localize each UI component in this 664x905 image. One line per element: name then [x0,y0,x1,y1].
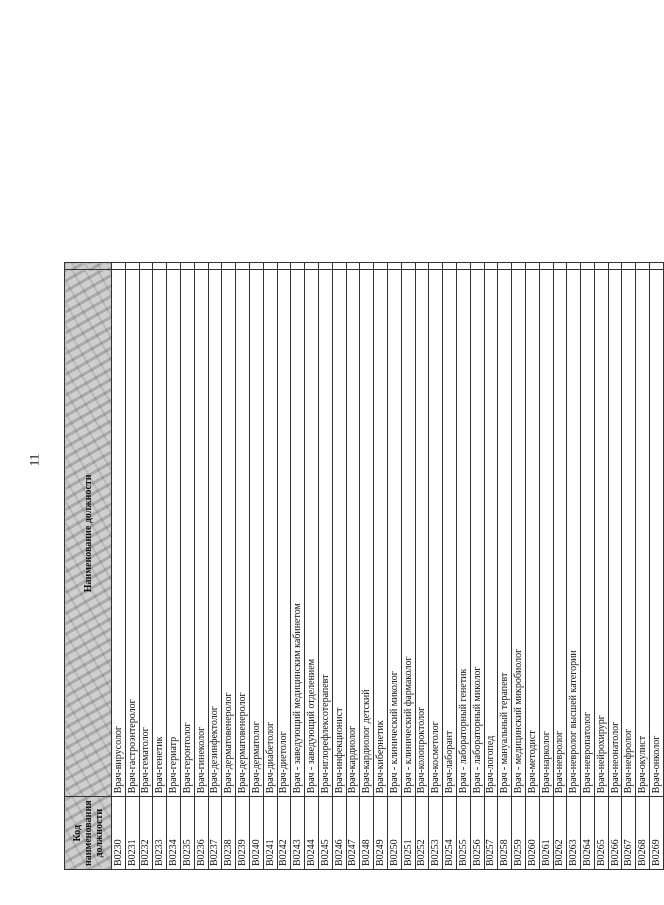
row-code: B0254 [443,797,457,870]
row-code: B0256 [470,797,484,870]
row-empty-cell [429,263,443,270]
row-code: B0262 [553,797,567,870]
table-row [470,263,484,870]
row-name: Врач - медицинский микробиолог [512,270,526,797]
row-code: B0247 [346,797,360,870]
row-name: Врач-дезинфектолог [208,270,222,797]
row-name: Врач-гематолог [139,270,153,797]
table-row [525,263,539,870]
row-code: B0268 [636,797,650,870]
row-empty-cell [512,263,526,270]
row-name: Врач-косметолог [429,270,443,797]
table-row [305,263,319,870]
row-code: B0243 [291,797,305,870]
positions-table [64,262,664,870]
row-name: Врач-иглорефлексотерапевт [318,270,332,797]
row-code: B0233 [153,797,167,870]
row-code: B0252 [415,797,429,870]
table-row [608,263,622,870]
table-row [153,263,167,870]
row-empty-cell [291,263,305,270]
row-empty-cell [305,263,319,270]
row-code: B0242 [277,797,291,870]
row-empty-cell [498,263,512,270]
row-empty-cell [112,263,126,270]
row-code: B0244 [305,797,319,870]
table-row [387,263,401,870]
row-code: B0261 [539,797,553,870]
row-code: B0269 [650,797,664,870]
table-row [636,263,650,870]
row-name: Врач-нарколог [539,270,553,797]
row-empty-cell [346,263,360,270]
table-row [443,263,457,870]
row-name: Врач-геронтолог [180,270,194,797]
row-empty-cell [525,263,539,270]
row-name: Врач - заведующий медицинским кабинетом [291,270,305,797]
table-row [567,263,581,870]
row-code: B0266 [608,797,622,870]
row-code: B0235 [180,797,194,870]
header-code: Код наименования должности [65,797,112,870]
row-code: B0246 [332,797,346,870]
table-row [125,263,139,870]
row-empty-cell [650,263,664,270]
row-name: Врач - мануальный терапевт [498,270,512,797]
table-row [208,263,222,870]
row-name: Врач-гастроэнтеролог [125,270,139,797]
row-empty-cell [470,263,484,270]
row-name: Врач-кибернетик [374,270,388,797]
row-empty-cell [180,263,194,270]
row-empty-cell [236,263,250,270]
row-code: B0245 [318,797,332,870]
table-row [236,263,250,870]
table-row [622,263,636,870]
row-code: B0237 [208,797,222,870]
row-empty-cell [332,263,346,270]
row-name: Врач-инфекционист [332,270,346,797]
table-row [456,263,470,870]
row-name: Врач - заведующий отделением [305,270,319,797]
row-empty-cell [553,263,567,270]
row-name: Врач-невропатолог [581,270,595,797]
row-name: Врач-невролог [553,270,567,797]
page-number: 11 [26,453,42,467]
row-empty-cell [277,263,291,270]
row-empty-cell [456,263,470,270]
row-empty-cell [581,263,595,270]
row-code: B0231 [125,797,139,870]
table-row [498,263,512,870]
row-name: Врач-методист [525,270,539,797]
row-empty-cell [263,263,277,270]
header-name: Наименование должности [65,270,112,797]
table-row [263,263,277,870]
table-row [346,263,360,870]
row-empty-cell [125,263,139,270]
table-row [581,263,595,870]
table-row [167,263,181,870]
table-row [291,263,305,870]
row-code: B0241 [263,797,277,870]
row-empty-cell [194,263,208,270]
row-name: Врач-гинеколог [194,270,208,797]
row-code: B0238 [222,797,236,870]
table-row [415,263,429,870]
table-row [194,263,208,870]
table-row [650,263,664,870]
row-empty-cell [636,263,650,270]
header-empty [65,263,112,270]
table-row [222,263,236,870]
table-row [512,263,526,870]
row-code: B0258 [498,797,512,870]
table-row [249,263,263,870]
row-name: Врач-логопед [484,270,498,797]
row-name: Врач - клинический фармаколог [401,270,415,797]
row-empty-cell [167,263,181,270]
row-empty-cell [539,263,553,270]
table-row [277,263,291,870]
row-code: B0253 [429,797,443,870]
row-empty-cell [360,263,374,270]
table-row [360,263,374,870]
row-code: B0260 [525,797,539,870]
table-header-row [65,263,112,870]
row-empty-cell [443,263,457,270]
rotated-document-table [64,10,662,870]
row-name: Врач-диабетолог [263,270,277,797]
row-name: Врач-невролог высшей категории [567,270,581,797]
table-row [553,263,567,870]
table-row [594,263,608,870]
row-empty-cell [249,263,263,270]
table-row [332,263,346,870]
row-empty-cell [401,263,415,270]
table-row [429,263,443,870]
row-code: B0265 [594,797,608,870]
row-code: B0240 [249,797,263,870]
row-name: Врач-кардиолог [346,270,360,797]
table-row [539,263,553,870]
row-name: Врач-кардиолог детский [360,270,374,797]
table-row [180,263,194,870]
row-empty-cell [222,263,236,270]
row-code: B0236 [194,797,208,870]
table-row [112,263,126,870]
table-row [318,263,332,870]
row-empty-cell [387,263,401,270]
row-code: B0234 [167,797,181,870]
row-name: Врач-дерматолог [249,270,263,797]
row-code: B0230 [112,797,126,870]
row-name: Врач - лабораторный генетик [456,270,470,797]
row-code: B0251 [401,797,415,870]
row-name: Врач-вирусолог [112,270,126,797]
row-name: Врач-колопроктолог [415,270,429,797]
row-empty-cell [415,263,429,270]
row-code: B0255 [456,797,470,870]
row-empty-cell [622,263,636,270]
row-code: B0249 [374,797,388,870]
row-empty-cell [374,263,388,270]
row-empty-cell [153,263,167,270]
row-name: Врач-окулист [636,270,650,797]
row-code: B0267 [622,797,636,870]
row-name: Врач-нефролог [622,270,636,797]
row-code: B0264 [581,797,595,870]
row-code: B0259 [512,797,526,870]
row-name: Врач-дерматовенеролог [236,270,250,797]
table-row [484,263,498,870]
row-empty-cell [594,263,608,270]
row-code: B0257 [484,797,498,870]
row-code: B0248 [360,797,374,870]
row-name: Врач - лабораторный миколог [470,270,484,797]
row-empty-cell [608,263,622,270]
row-empty-cell [484,263,498,270]
row-code: B0239 [236,797,250,870]
table-row [374,263,388,870]
row-empty-cell [139,263,153,270]
row-name: Врач - клинический миколог [387,270,401,797]
row-empty-cell [318,263,332,270]
row-name: Врач-дерматовенеролог [222,270,236,797]
row-name: Врач-онколог [650,270,664,797]
row-name: Врач-диетолог [277,270,291,797]
row-code: B0263 [567,797,581,870]
row-code: B0250 [387,797,401,870]
table-row [401,263,415,870]
row-code: B0232 [139,797,153,870]
row-name: Врач-нейрохирург [594,270,608,797]
row-name: Врач-лаборант [443,270,457,797]
row-name: Врач-генетик [153,270,167,797]
row-empty-cell [567,263,581,270]
row-name: Врач-неонатолог [608,270,622,797]
row-name: Врач-гериатр [167,270,181,797]
table-row [139,263,153,870]
row-empty-cell [208,263,222,270]
